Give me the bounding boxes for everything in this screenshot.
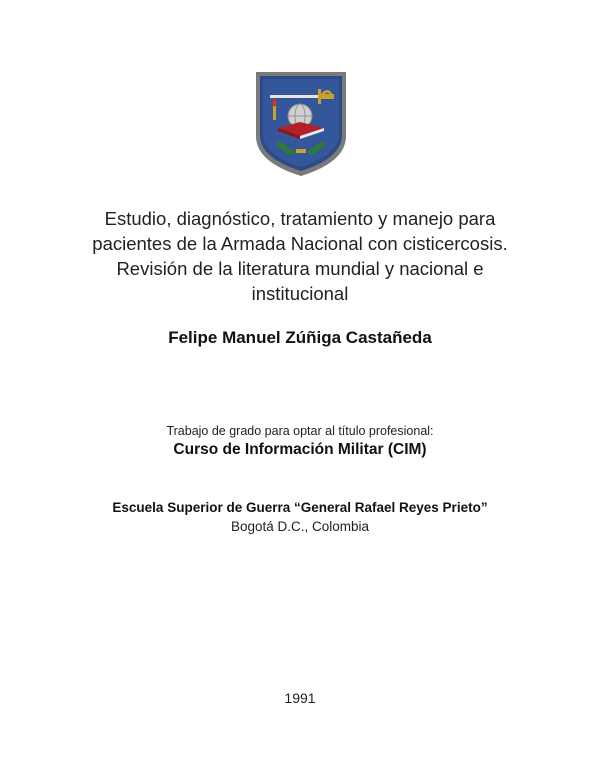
location: Bogotá D.C., Colombia <box>230 519 370 534</box>
institution-crest-logo <box>254 70 348 178</box>
title-line: institucional <box>251 283 349 304</box>
title-line: Revisión de la literatura mundial y nacional e <box>116 258 484 279</box>
course-name: Curso de Información Militar (CIM) <box>173 441 427 458</box>
year: 1991 <box>284 690 316 706</box>
torch-icon <box>273 98 277 120</box>
degree-purpose: Trabajo de grado para optar al título profesional: <box>166 424 434 438</box>
author-name: Felipe Manuel Zúñiga Castañeda <box>168 328 432 347</box>
title-line: Estudio, diagnóstico, tratamiento y manejo para <box>104 208 496 229</box>
school-name: Escuela Superior de Guerra “General Rafael Reyes Prieto” <box>112 500 488 515</box>
title-line: pacientes de la Armada Nacional con cisticercosis. <box>92 233 508 254</box>
document-title <box>0 206 600 306</box>
